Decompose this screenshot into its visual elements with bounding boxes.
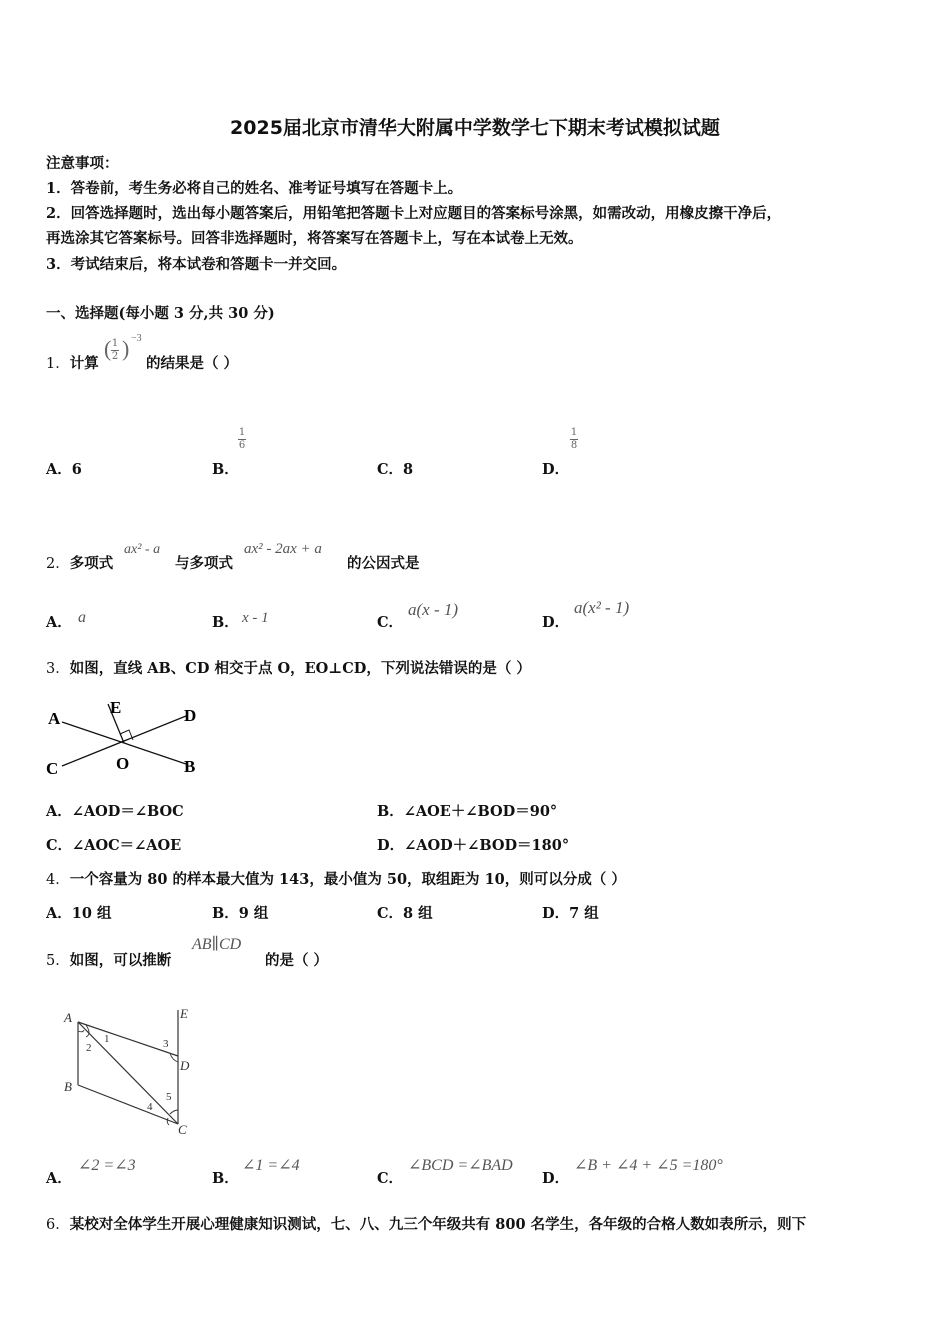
q5-option-b[interactable]: [212, 1167, 239, 1188]
q2-option-d[interactable]: [542, 611, 569, 632]
q2-option-d-text: a(x² - 1): [574, 598, 630, 617]
q2-suffix: 的公因式是: [347, 555, 420, 572]
question-1: [46, 352, 99, 373]
option-text: 6: [71, 461, 82, 478]
angle-3: 3: [163, 1038, 169, 1050]
q5-figure: [56, 1000, 206, 1140]
q4-option-c[interactable]: [377, 902, 433, 923]
question-5: [46, 949, 171, 970]
question-text: 如图，可以推断: [69, 952, 172, 969]
question-number: 6．: [46, 1217, 70, 1233]
option-label: B．: [212, 614, 239, 631]
question-text: 某校对全体学生开展心理健康知识测试，七、八、九三个年级共有 800 名学生，各年级的合格人数如表所示，则下: [69, 1216, 807, 1233]
fraction-denominator: 6: [238, 440, 246, 451]
q2-option-a-text: a: [78, 609, 86, 626]
question-6: [46, 1213, 806, 1234]
q5-option-c-text: ∠BCD =∠BAD: [408, 1157, 513, 1174]
option-text: 8: [403, 461, 414, 478]
option-label: A．: [46, 614, 72, 631]
q1-option-b-fraction: [238, 428, 246, 451]
notice-item-3: 3．考试结束后，将本试卷和答题卡一并交回。: [46, 256, 347, 273]
notice-heading: 注意事项：: [46, 155, 119, 172]
q5-option-d-text: ∠B + ∠4 + ∠5 =180°: [574, 1157, 723, 1174]
fraction-denominator: 2: [111, 351, 119, 362]
angle-5: 5: [166, 1091, 172, 1103]
q3-option-a[interactable]: [46, 800, 184, 821]
q2-option-c-text: a(x - 1): [408, 600, 459, 619]
q2-option-b[interactable]: [212, 611, 239, 632]
q2-option-a[interactable]: [46, 611, 72, 632]
option-label: D．: [542, 905, 570, 922]
q5-option-b-text: ∠1 =∠4: [242, 1157, 300, 1174]
option-label: D．: [542, 461, 570, 478]
arc-5: [170, 1110, 178, 1114]
question-text: 多项式: [69, 555, 114, 572]
q2-middle-text: 与多项式: [175, 555, 233, 572]
q3-option-d[interactable]: [377, 834, 569, 855]
q5-option-a[interactable]: [46, 1167, 72, 1188]
question-2: [46, 552, 113, 573]
option-label: C．: [377, 614, 404, 631]
option-text: 9 组: [238, 905, 269, 922]
segment-bc: [78, 1085, 178, 1124]
angle-1: 1: [104, 1033, 110, 1045]
option-text: 10 组: [71, 905, 112, 922]
option-label: C．: [377, 1170, 404, 1187]
option-text: 7 组: [569, 905, 599, 922]
q5-option-a-text: ∠2 =∠3: [78, 1157, 136, 1174]
q2-expression-2: ax² - 2ax + a: [244, 541, 322, 557]
option-text: 8 组: [403, 905, 433, 922]
label-d: D: [184, 706, 197, 725]
question-number: 1．: [46, 356, 70, 372]
option-label: C．: [377, 461, 404, 478]
q4-option-d[interactable]: [542, 902, 599, 923]
q3-option-c[interactable]: [46, 834, 181, 855]
option-label: B．: [377, 803, 404, 820]
option-label: C．: [377, 905, 404, 922]
question-number: 5．: [46, 953, 70, 969]
option-label: D．: [542, 1170, 570, 1187]
option-text: ∠AOD＝∠BOC: [71, 803, 184, 820]
fraction-numerator: 1: [111, 338, 119, 349]
option-text: ∠AOC＝∠AOE: [72, 837, 182, 854]
label-a: A: [48, 709, 61, 728]
label-c: C: [178, 1122, 187, 1137]
section-heading: 一、选择题(每小题 3 分,共 30 分): [46, 305, 275, 322]
q1-option-d[interactable]: [542, 458, 569, 479]
q1-option-a[interactable]: [46, 458, 82, 479]
q1-suffix: 的结果是（ ）: [146, 355, 239, 372]
option-label: B．: [212, 1170, 239, 1187]
q5-option-c[interactable]: [377, 1167, 403, 1188]
q3-figure: [40, 692, 220, 782]
label-e: E: [180, 1006, 188, 1021]
label-d: D: [180, 1058, 190, 1073]
angle-2: 2: [86, 1042, 92, 1054]
q3-option-b[interactable]: [377, 800, 557, 821]
option-label: C．: [46, 837, 73, 854]
option-label: A．: [46, 803, 72, 820]
q2-expression-1: ax² - a: [124, 542, 161, 557]
fraction-denominator: 8: [570, 440, 578, 451]
arc-2: [78, 1030, 84, 1032]
label-o: O: [116, 754, 130, 773]
label-c: C: [46, 759, 59, 778]
q4-option-a[interactable]: [46, 902, 112, 923]
label-a: A: [64, 1010, 72, 1025]
page-title: 2025届北京市清华大附属中学数学七下期末考试模拟试题: [230, 117, 720, 139]
option-label: B．: [212, 905, 239, 922]
q1-fraction: [111, 339, 119, 362]
fraction-numerator: 1: [238, 427, 246, 438]
option-label: D．: [542, 614, 570, 631]
notice-item-1: 1．答卷前，考生务必将自己的姓名、准考证号填写在答题卡上。: [46, 180, 463, 197]
question-number: 3．: [46, 661, 70, 677]
notice-item-2: 2．回答选择题时，选出每小题答案后，用铅笔把答题卡上对应题目的答案标号涂黑，如需改动，用橡皮擦干净后，: [46, 205, 782, 222]
option-text: ∠AOD＋∠BOD＝180°: [404, 837, 570, 854]
q4-option-b[interactable]: [212, 902, 268, 923]
question-3: [46, 657, 531, 678]
question-text: 一个容量为 80 的样本最大值为 143，最小值为 50，取组距为 10，则可以分成（ ）: [69, 871, 626, 888]
option-text: ∠AOE＋∠BOD＝90°: [403, 803, 558, 820]
question-text: 如图，直线 AB、CD 相交于点 O，EO⊥CD，下列说法错误的是（ ）: [69, 660, 531, 677]
arc-4: [167, 1118, 169, 1125]
right-paren: ): [122, 336, 130, 361]
fraction-numerator: 1: [570, 427, 578, 438]
angle-4: 4: [147, 1101, 153, 1113]
q1-exponent: −3: [131, 333, 142, 344]
notice-item-2-cont: 再选涂其它答案标号。回答非选择题时，将答案写在答题卡上，写在本试卷上无效。: [46, 230, 583, 247]
q5-option-d[interactable]: [542, 1167, 569, 1188]
q5-suffix: 的是（ ）: [265, 952, 329, 969]
question-number: 2．: [46, 556, 70, 572]
q2-option-b-text: x - 1: [242, 610, 269, 626]
q1-option-d-fraction: [570, 428, 578, 451]
label-e: E: [110, 698, 122, 717]
option-label: D．: [377, 837, 405, 854]
q1-option-b[interactable]: [212, 458, 239, 479]
question-4: [46, 868, 626, 889]
option-label: A．: [46, 1170, 72, 1187]
left-paren: (: [104, 336, 112, 361]
q5-expression: AB∥CD: [192, 936, 242, 953]
option-label: B．: [212, 461, 239, 478]
label-b: B: [64, 1079, 72, 1094]
option-label: A．: [46, 461, 72, 478]
question-number: 4．: [46, 872, 70, 888]
q2-option-c[interactable]: [377, 611, 403, 632]
q1-option-c[interactable]: [377, 458, 413, 479]
label-b: B: [184, 757, 196, 776]
question-text: 计算: [69, 355, 99, 372]
option-label: A．: [46, 905, 72, 922]
